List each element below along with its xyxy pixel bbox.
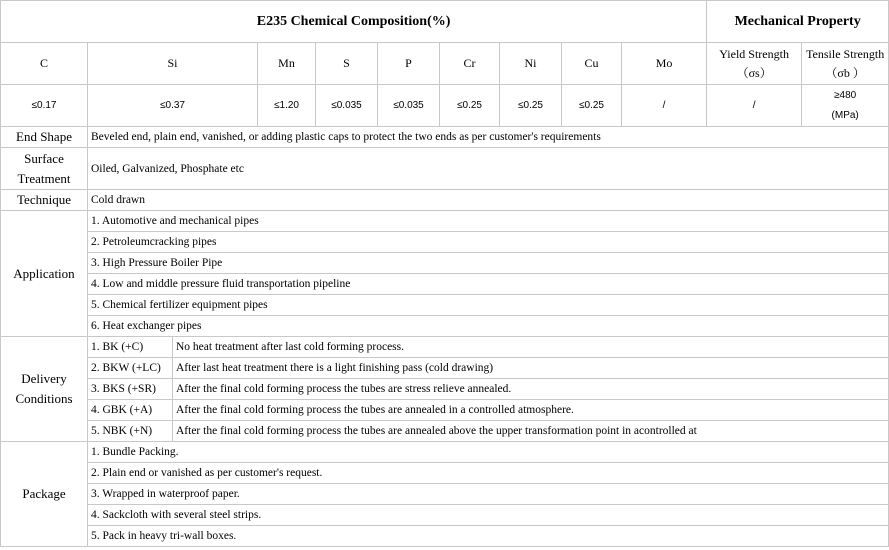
element-mo-header: Mo	[622, 43, 707, 85]
element-c-value: ≤0.17	[1, 85, 88, 127]
end-shape-text: Beveled end, plain end, vanished, or adding plastic caps to protect the two ends as per customer's requirements	[88, 127, 889, 148]
end-shape-label: End Shape	[1, 127, 88, 148]
mechanical-property-title: Mechanical Property	[707, 1, 889, 43]
delivery-code: 2. BKW (+LC)	[88, 358, 173, 379]
element-si-header: Si	[88, 43, 258, 85]
surface-treatment-label: Surface Treatment	[1, 148, 88, 190]
chemical-composition-title: E235 Chemical Composition(%)	[1, 1, 707, 43]
tensile-strength-header	[802, 43, 889, 85]
application-label: Application	[1, 211, 88, 337]
delivery-description: No heat treatment after last cold forming process.	[173, 337, 889, 358]
element-cr-value: ≤0.25	[440, 85, 500, 127]
application-item: 5. Chemical fertilizer equipment pipes	[88, 295, 889, 316]
tensile-strength-unit: (MPa)	[831, 109, 859, 121]
package-item: 1. Bundle Packing.	[88, 442, 889, 463]
element-c-header: C	[1, 43, 88, 85]
application-item: 6. Heat exchanger pipes	[88, 316, 889, 337]
tensile-strength-symbol: （σb ）	[825, 65, 865, 80]
element-si-value: ≤0.37	[88, 85, 258, 127]
yield-strength-symbol: （σs）	[736, 65, 772, 80]
package-item: 2. Plain end or vanished as per customer's request.	[88, 463, 889, 484]
delivery-code: 5. NBK (+N)	[88, 421, 173, 442]
delivery-description: After the final cold forming process the tubes are annealed above the upper transformation point in acontrolled at	[173, 421, 889, 442]
application-item: 4. Low and middle pressure fluid transportation pipeline	[88, 274, 889, 295]
delivery-description: After the final cold forming process the tubes are stress relieve annealed.	[173, 379, 889, 400]
technique-text: Cold drawn	[88, 190, 889, 211]
element-ni-header: Ni	[500, 43, 562, 85]
delivery-code: 4. GBK (+A)	[88, 400, 173, 421]
package-label: Package	[1, 442, 88, 547]
application-item: 2. Petroleumcracking pipes	[88, 232, 889, 253]
element-cr-header: Cr	[440, 43, 500, 85]
tensile-strength-value: ≥480	[834, 89, 857, 101]
delivery-conditions-label: Delivery Conditions	[1, 337, 88, 442]
yield-strength-label: Yield Strength	[719, 46, 789, 61]
element-p-value: ≤0.035	[378, 85, 440, 127]
element-p-header: P	[378, 43, 440, 85]
element-mn-header: Mn	[258, 43, 316, 85]
yield-strength-value: /	[707, 85, 802, 127]
element-s-value: ≤0.035	[316, 85, 378, 127]
technique-label: Technique	[1, 190, 88, 211]
delivery-description: After the final cold forming process the tubes are annealed in a controlled atmosphere.	[173, 400, 889, 421]
element-ni-value: ≤0.25	[500, 85, 562, 127]
application-item: 1. Automotive and mechanical pipes	[88, 211, 889, 232]
element-cu-header: Cu	[562, 43, 622, 85]
package-item: 4. Sackcloth with several steel strips.	[88, 505, 889, 526]
package-item: 3. Wrapped in waterproof paper.	[88, 484, 889, 505]
element-mn-value: ≤1.20	[258, 85, 316, 127]
delivery-code: 3. BKS (+SR)	[88, 379, 173, 400]
element-mo-value: /	[622, 85, 707, 127]
package-item: 5. Pack in heavy tri-wall boxes.	[88, 526, 889, 547]
tensile-strength-label: Tensile Strength	[806, 46, 885, 61]
delivery-code: 1. BK (+C)	[88, 337, 173, 358]
surface-treatment-text: Oiled, Galvanized, Phosphate etc	[88, 148, 889, 190]
tensile-strength-value-cell	[802, 85, 889, 127]
element-cu-value: ≤0.25	[562, 85, 622, 127]
element-s-header: S	[316, 43, 378, 85]
yield-strength-header	[707, 43, 802, 85]
application-item: 3. High Pressure Boiler Pipe	[88, 253, 889, 274]
delivery-description: After last heat treatment there is a light finishing pass (cold drawing)	[173, 358, 889, 379]
